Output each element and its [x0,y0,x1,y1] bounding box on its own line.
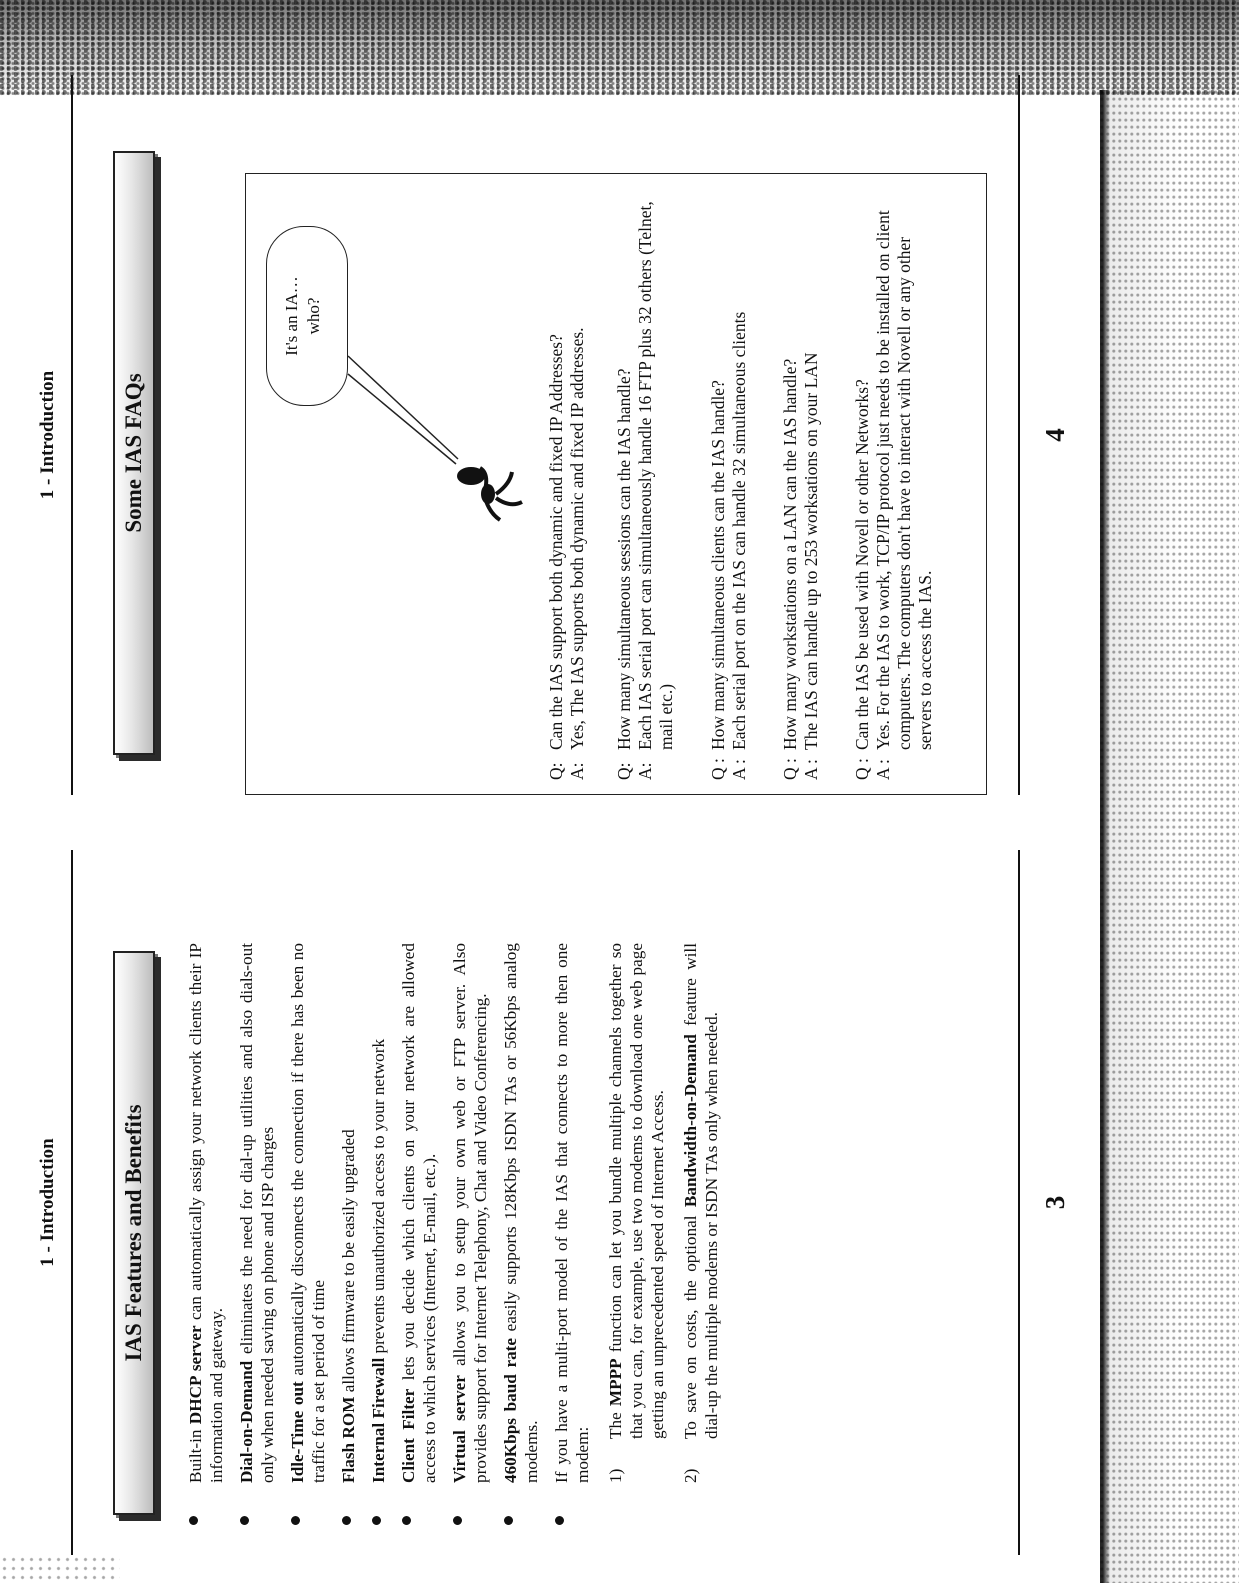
bullet-icon [555,1516,564,1525]
faq-answer [801,184,822,780]
feature-term: Idle-Time out [288,1381,307,1483]
feature-text: Built-in [186,1424,205,1483]
running-head: 1 - Introduction [25,850,73,1555]
a-tag: A: [635,762,655,780]
feature-text: can automatically assign your network clients their IP information and gateway. [186,943,226,1483]
feature-term: DHCP server [186,1325,205,1425]
q-tag: Q: [546,762,566,780]
q-tag: Q : [780,758,800,780]
sub-item-text: The [606,1406,625,1439]
feature-text: lets you decide which clients on your network are allowed access to which services (Internet, E-mail, etc.). [399,943,439,1483]
faq-entry [614,184,677,780]
answer-text: Each IAS serial port can simultaneously handle 16 FTP plus 32 others (Telnet, mail etc.) [635,201,676,750]
features-list [185,943,734,1483]
answer-text: Each serial port on the IAS can handle 32 simultaneous clients [729,311,749,750]
feature-text: eliminates the need for dial-up utilities and also dials-out only when needed saving on phone and ISP charges [237,943,277,1483]
feature-term: 460Kbps baud rate [501,1337,520,1483]
question-text: How many simultaneous sessions can the IAS handle? [614,368,634,750]
bullet-icon [189,1516,198,1525]
feature-text: allows you to setup your own web or FTP server. Also provides support for Internet Telephony, Chat and Video Conferencing. [450,943,490,1483]
a-tag: A : [873,759,893,780]
page-4 [25,75,1090,795]
feature-item [398,943,440,1483]
feature-text: If you have a multi-port model of the IAS that connects to more then one modem: [552,943,592,1483]
q-tag: Q: [614,762,634,780]
feature-item [236,943,278,1483]
scan-shadow-right [1100,90,1239,1583]
sub-item [680,943,722,1483]
bullet-icon [402,1516,411,1525]
speech-bubble [266,226,348,406]
feature-term: Internal Firewall [369,1357,388,1483]
feature-term: Dial-on-Demand [237,1360,256,1483]
feature-item [287,943,329,1483]
faq-answer [635,184,677,780]
bullet-icon [291,1516,300,1525]
faq-answer [729,184,750,780]
faq-answer [873,184,936,780]
bullet-icon [453,1516,462,1525]
section-title: IAS Features and Benefits [113,951,155,1515]
answer-text: Yes. For the IAS to work, TCP/IP protocol just needs to be installed on client computers. The computers don't have to interact with Novell or any other servers to access the IAS. [873,210,935,750]
q-tag: Q : [852,758,872,780]
page-number: 3 [1018,850,1090,1555]
feature-item [368,943,389,1483]
page-number: 4 [1018,75,1090,795]
feature-text: allows firmware to be easily upgraded [339,1129,358,1397]
sub-item-number: 2) [681,1468,700,1483]
sub-item-text: feature will dial-up the multiple modems or ISDN TAs only when needed. [681,943,721,1439]
question-text: Can the IAS be used with Novell or other Networks? [852,379,872,750]
faq-question [614,184,635,780]
faq-question [708,184,729,780]
question-text: How many workstations on a LAN can the IAS handle? [780,358,800,750]
running-head: 1 - Introduction [25,75,73,795]
question-text: How many simultaneous clients can the IAS handle? [708,380,728,750]
feature-text: prevents unauthorized access to your network [369,1038,388,1358]
feature-term: Virtual server [450,1375,469,1483]
feature-item [338,943,359,1483]
answer-text: The IAS can handle up to 253 worksations on your LAN [801,352,821,750]
feature-item [185,943,227,1483]
bullet-icon [240,1516,249,1525]
q-tag: Q : [708,758,728,780]
sub-item-text: function can let you bundle multiple channels together so that you can, for example, use two modems to download one web page getting an unprecedented speed of Internet Access. [606,943,667,1439]
feature-item [449,943,491,1483]
faq-box [245,173,987,795]
faq-question [780,184,801,780]
sub-item-term: MPPP [606,1358,625,1407]
faq-entry [852,184,936,780]
section-title: Some IAS FAQs [113,151,155,755]
rotated-manual-spread [25,55,1090,1555]
a-tag: A: [567,762,587,780]
faq-answer [567,184,588,780]
bubble-text: who? [304,297,323,335]
bullet-icon [504,1516,513,1525]
sub-item-text: To save on costs, the optional [681,1207,700,1439]
faq-question [546,184,567,780]
faq-question [852,184,873,780]
sub-item [605,943,668,1483]
answer-text: Yes, The IAS supports both dynamic and fixed IP addresses. [567,327,587,750]
sub-item-term: Bandwidth-on-Demand [681,1034,700,1208]
faq-entry [546,184,588,780]
bubble-text: It's an IA… [282,276,301,356]
feature-text: easily supports 128Kbps ISDN TAs or 56Kbps analog modems. [501,943,541,1483]
a-tag: A : [801,759,821,780]
feature-term: Client Filter [399,1388,418,1483]
question-text: Can the IAS support both dynamic and fixed IP Addresses? [546,334,566,750]
feature-item [500,943,542,1483]
bullet-icon [372,1516,381,1525]
a-tag: A : [729,759,749,780]
feature-text: automatically disconnects the connection if there has been no traffic for a set period of time [288,943,328,1483]
bullet-icon [342,1516,351,1525]
scan-speckle [0,1555,120,1583]
faq-entry [780,184,822,780]
feature-term: Flash ROM [339,1396,358,1483]
page-3 [25,850,1090,1555]
sub-item-number: 1) [606,1468,625,1483]
faq-entry [708,184,750,780]
feature-item [551,943,593,1483]
